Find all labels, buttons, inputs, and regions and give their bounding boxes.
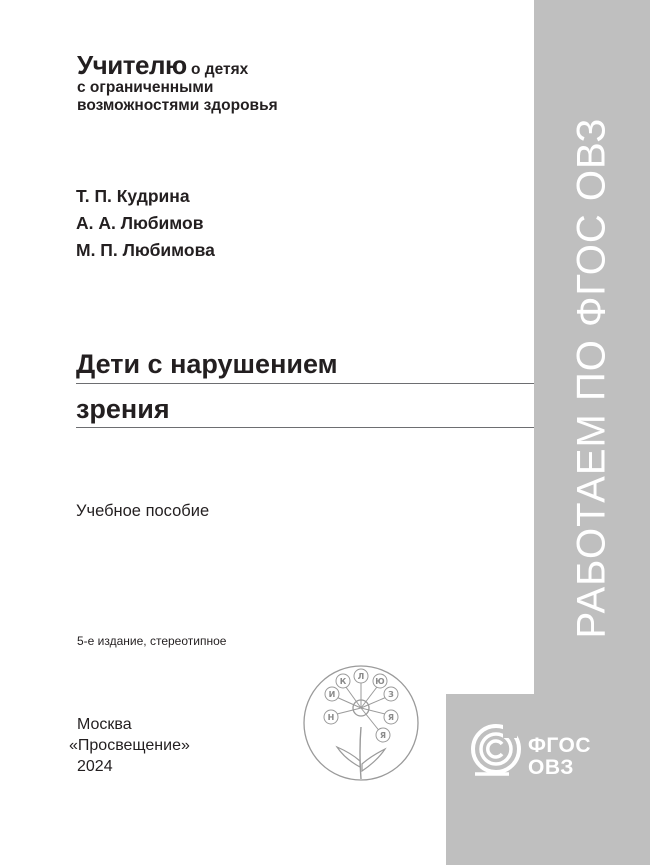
emblem-letter: Н [327,713,335,722]
author-list [76,183,215,264]
fgos-logo-icon [469,722,525,780]
title-rule [76,383,534,384]
publisher-emblem-icon [301,663,421,783]
emblem-letter: Ю [375,677,385,686]
emblem-letter: К [339,677,347,686]
author-name: А. А. Любимов [76,213,204,233]
emblem-letter: И [328,690,336,699]
series-title-word: Учителю [77,50,187,80]
emblem-letter: Я [379,731,387,740]
imprint-city: Москва [77,716,132,733]
author-name: Т. П. Кудрина [76,186,190,206]
book-title-line1: Дети с нарушением [76,349,338,379]
series-title-line2: с ограниченными [77,79,214,96]
fgos-logo-line2: ОВЗ [528,756,574,779]
imprint-year: 2024 [77,758,113,775]
series-title-rest: о детях [190,61,249,78]
series-title [77,50,278,115]
emblem-letter: З [388,690,394,699]
author-name: М. П. Любимова [76,240,215,260]
series-title-line3: возможностями здоровья [77,97,278,114]
emblem-letter: Я [387,713,395,722]
edition-note: 5-е издание, стереотипное [77,634,227,648]
book-title-line2: зрения [76,394,170,424]
fgos-logo-label [528,735,591,779]
series-vertical-label: РАБОТАЕМ ПО ФГОС ОВЗ [569,117,614,639]
imprint [69,714,190,777]
book-subtitle: Учебное пособие [76,502,210,520]
emblem-letter: Л [357,672,365,681]
imprint-publisher: «Просвещение» [69,737,190,754]
fgos-logo-line1: ФГОС [528,734,592,757]
title-rule [76,427,534,428]
